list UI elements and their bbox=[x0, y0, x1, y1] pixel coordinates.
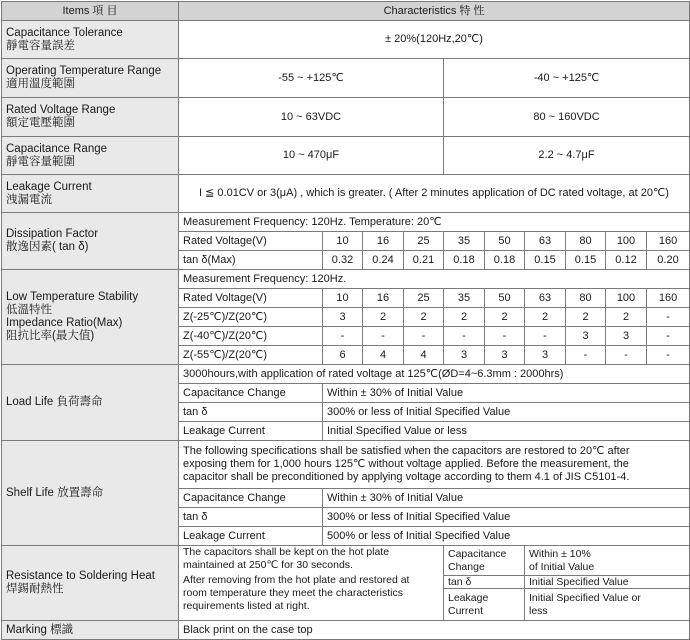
load-life-item-name: Leakage Current bbox=[179, 422, 323, 441]
items-header: Items 項 目 bbox=[2, 2, 179, 21]
load-life-condition: 3000hours,with application of rated voltage at 125℃(ØD=4~6.3mm : 2000hrs) bbox=[179, 365, 690, 384]
marking-value: Black print on the case top bbox=[179, 621, 690, 640]
shelf-life-item-name: tan δ bbox=[179, 508, 323, 527]
low-temp-measurement-row bbox=[2, 270, 690, 289]
impedance-ratio-label: Z(-55℃)/Z(20℃) bbox=[179, 346, 323, 365]
leakage-current-label: Leakage Current 洩漏電流 bbox=[2, 175, 179, 213]
impedance-cell: - bbox=[647, 308, 690, 327]
load-life-item-value: Initial Specified Value or less bbox=[323, 422, 690, 441]
voltage-cell: 50 bbox=[485, 289, 525, 308]
operating-temperature-row bbox=[2, 59, 690, 98]
capacitance-range-value-a: 10 ~ 470μF bbox=[179, 137, 444, 175]
shelf-life-condition: The following specifications shall be satisfied when the capacitors are restored to 20℃ after exposing them for 1,000 hours 125℃ without voltage applied. Before the measurement, the capacitor shall be preconditioned by applying voltage according to them 4.1 of JIS C5101-4. bbox=[179, 441, 690, 489]
impedance-cell: 3 bbox=[606, 327, 647, 346]
impedance-cell: 4 bbox=[404, 346, 444, 365]
header-row bbox=[2, 2, 690, 21]
tan-delta-cell: 0.12 bbox=[606, 251, 647, 270]
shelf-life-item-name: Leakage Current bbox=[179, 527, 323, 546]
rated-voltage-range-value-b: 80 ~ 160VDC bbox=[444, 98, 690, 137]
shelf-life-label: Shelf Life 放置壽命 bbox=[2, 441, 179, 546]
voltage-cell: 160 bbox=[647, 232, 690, 251]
load-life-item-value: 300% or less of Initial Specified Value bbox=[323, 403, 690, 422]
capacitance-tolerance-row bbox=[2, 21, 690, 59]
impedance-cell: 3 bbox=[525, 346, 566, 365]
marking-row bbox=[2, 621, 690, 640]
rated-voltage-range-label: Rated Voltage Range 額定電壓範圍 bbox=[2, 98, 179, 137]
shelf-life-condition-row bbox=[2, 441, 690, 489]
impedance-cell: - bbox=[647, 327, 690, 346]
low-temp-measurement: Measurement Frequency: 120Hz. bbox=[179, 270, 690, 289]
dissipation-voltage-label: Rated Voltage(V) bbox=[179, 232, 323, 251]
soldering-row-1 bbox=[2, 546, 690, 576]
specifications-table bbox=[1, 1, 690, 640]
tan-delta-cell: 0.20 bbox=[647, 251, 690, 270]
soldering-item-name: Leakage Current bbox=[444, 589, 525, 621]
soldering-heat-label: Resistance to Soldering Heat 焊錫耐熱性 bbox=[2, 546, 179, 621]
tan-delta-cell: 0.21 bbox=[404, 251, 444, 270]
impedance-cell: 3 bbox=[323, 308, 363, 327]
load-life-label: Load Life 負荷壽命 bbox=[2, 365, 179, 441]
low-temp-voltage-label: Rated Voltage(V) bbox=[179, 289, 323, 308]
tan-delta-label: tan δ(Max) bbox=[179, 251, 323, 270]
impedance-ratio-label: Z(-25℃)/Z(20℃) bbox=[179, 308, 323, 327]
dissipation-factor-label: Dissipation Factor 散逸因素( tan δ) bbox=[2, 213, 179, 270]
soldering-item-name: tan δ bbox=[444, 576, 525, 589]
voltage-cell: 16 bbox=[363, 232, 404, 251]
voltage-cell: 80 bbox=[566, 289, 606, 308]
impedance-cell: - bbox=[525, 327, 566, 346]
impedance-cell: - bbox=[606, 346, 647, 365]
load-life-item-name: Capacitance Change bbox=[179, 384, 323, 403]
dissipation-measurement: Measurement Frequency: 120Hz. Temperature: 20℃ bbox=[179, 213, 690, 232]
impedance-cell: 6 bbox=[323, 346, 363, 365]
impedance-cell: 4 bbox=[363, 346, 404, 365]
impedance-cell: - bbox=[323, 327, 363, 346]
tan-delta-cell: 0.24 bbox=[363, 251, 404, 270]
impedance-cell: 3 bbox=[566, 327, 606, 346]
shelf-life-item-name: Capacitance Change bbox=[179, 489, 323, 508]
shelf-life-item-value: Within ± 30% of Initial Value bbox=[323, 489, 690, 508]
operating-temperature-label: Operating Temperature Range 適用溫度範圍 bbox=[2, 59, 179, 98]
load-life-item-value: Within ± 30% of Initial Value bbox=[323, 384, 690, 403]
voltage-cell: 100 bbox=[606, 232, 647, 251]
soldering-item-value: Initial Specified Value bbox=[525, 576, 690, 589]
capacitance-range-row bbox=[2, 137, 690, 175]
leakage-current-row bbox=[2, 175, 690, 213]
dissipation-measurement-row bbox=[2, 213, 690, 232]
voltage-cell: 10 bbox=[323, 232, 363, 251]
tan-delta-cell: 0.15 bbox=[566, 251, 606, 270]
impedance-cell: 2 bbox=[444, 308, 485, 327]
leakage-current-value: I ≦ 0.01CV or 3(μA) , which is greater. ( After 2 minutes application of DC rated voltage, at 20℃) bbox=[179, 175, 690, 213]
voltage-cell: 80 bbox=[566, 232, 606, 251]
impedance-cell: 3 bbox=[444, 346, 485, 365]
impedance-cell: 2 bbox=[606, 308, 647, 327]
impedance-cell: - bbox=[485, 327, 525, 346]
voltage-cell: 10 bbox=[323, 289, 363, 308]
soldering-item-value: Within ± 10% of Initial Value bbox=[525, 546, 690, 576]
capacitance-range-label: Capacitance Range 靜電容量範圍 bbox=[2, 137, 179, 175]
impedance-cell: 2 bbox=[404, 308, 444, 327]
voltage-cell: 25 bbox=[404, 289, 444, 308]
low-temperature-label: Low Temperature Stability 低溫特性 Impedance Ratio(Max) 阻抗比率(最大值) bbox=[2, 270, 179, 365]
soldering-item-name: Capacitance Change bbox=[444, 546, 525, 576]
voltage-cell: 63 bbox=[525, 289, 566, 308]
tan-delta-cell: 0.32 bbox=[323, 251, 363, 270]
operating-temperature-value-a: -55 ~ +125℃ bbox=[179, 59, 444, 98]
impedance-cell: - bbox=[566, 346, 606, 365]
capacitance-range-value-b: 2.2 ~ 4.7μF bbox=[444, 137, 690, 175]
impedance-cell: 2 bbox=[485, 308, 525, 327]
marking-label: Marking 標識 bbox=[2, 621, 179, 640]
shelf-life-item-value: 500% or less of Initial Specified Value bbox=[323, 527, 690, 546]
capacitance-tolerance-label: Capacitance Tolerance 靜電容量誤差 bbox=[2, 21, 179, 59]
impedance-ratio-label: Z(-40℃)/Z(20℃) bbox=[179, 327, 323, 346]
voltage-cell: 160 bbox=[647, 289, 690, 308]
load-life-item-name: tan δ bbox=[179, 403, 323, 422]
impedance-cell: 2 bbox=[566, 308, 606, 327]
voltage-cell: 63 bbox=[525, 232, 566, 251]
voltage-cell: 100 bbox=[606, 289, 647, 308]
voltage-cell: 16 bbox=[363, 289, 404, 308]
characteristics-header: Characteristics 特 性 bbox=[179, 2, 690, 21]
load-life-condition-row bbox=[2, 365, 690, 384]
soldering-description: The capacitors shall be kept on the hot plate maintained at 250℃ for 30 seconds. After removing from the hot plate and restored at room temperature they meet the characteristics requirements listed at right. bbox=[179, 546, 444, 621]
impedance-cell: - bbox=[404, 327, 444, 346]
impedance-cell: - bbox=[647, 346, 690, 365]
tan-delta-cell: 0.18 bbox=[485, 251, 525, 270]
soldering-item-value: Initial Specified Value or less bbox=[525, 589, 690, 621]
impedance-cell: 2 bbox=[363, 308, 404, 327]
tan-delta-cell: 0.18 bbox=[444, 251, 485, 270]
impedance-cell: - bbox=[363, 327, 404, 346]
rated-voltage-range-row bbox=[2, 98, 690, 137]
voltage-cell: 25 bbox=[404, 232, 444, 251]
operating-temperature-value-b: -40 ~ +125℃ bbox=[444, 59, 690, 98]
voltage-cell: 35 bbox=[444, 232, 485, 251]
shelf-life-item-value: 300% or less of Initial Specified Value bbox=[323, 508, 690, 527]
voltage-cell: 35 bbox=[444, 289, 485, 308]
capacitance-tolerance-value: ± 20%(120Hz,20℃) bbox=[179, 21, 690, 59]
rated-voltage-range-value-a: 10 ~ 63VDC bbox=[179, 98, 444, 137]
impedance-cell: 3 bbox=[485, 346, 525, 365]
voltage-cell: 50 bbox=[485, 232, 525, 251]
tan-delta-cell: 0.15 bbox=[525, 251, 566, 270]
impedance-cell: 2 bbox=[525, 308, 566, 327]
impedance-cell: - bbox=[444, 327, 485, 346]
